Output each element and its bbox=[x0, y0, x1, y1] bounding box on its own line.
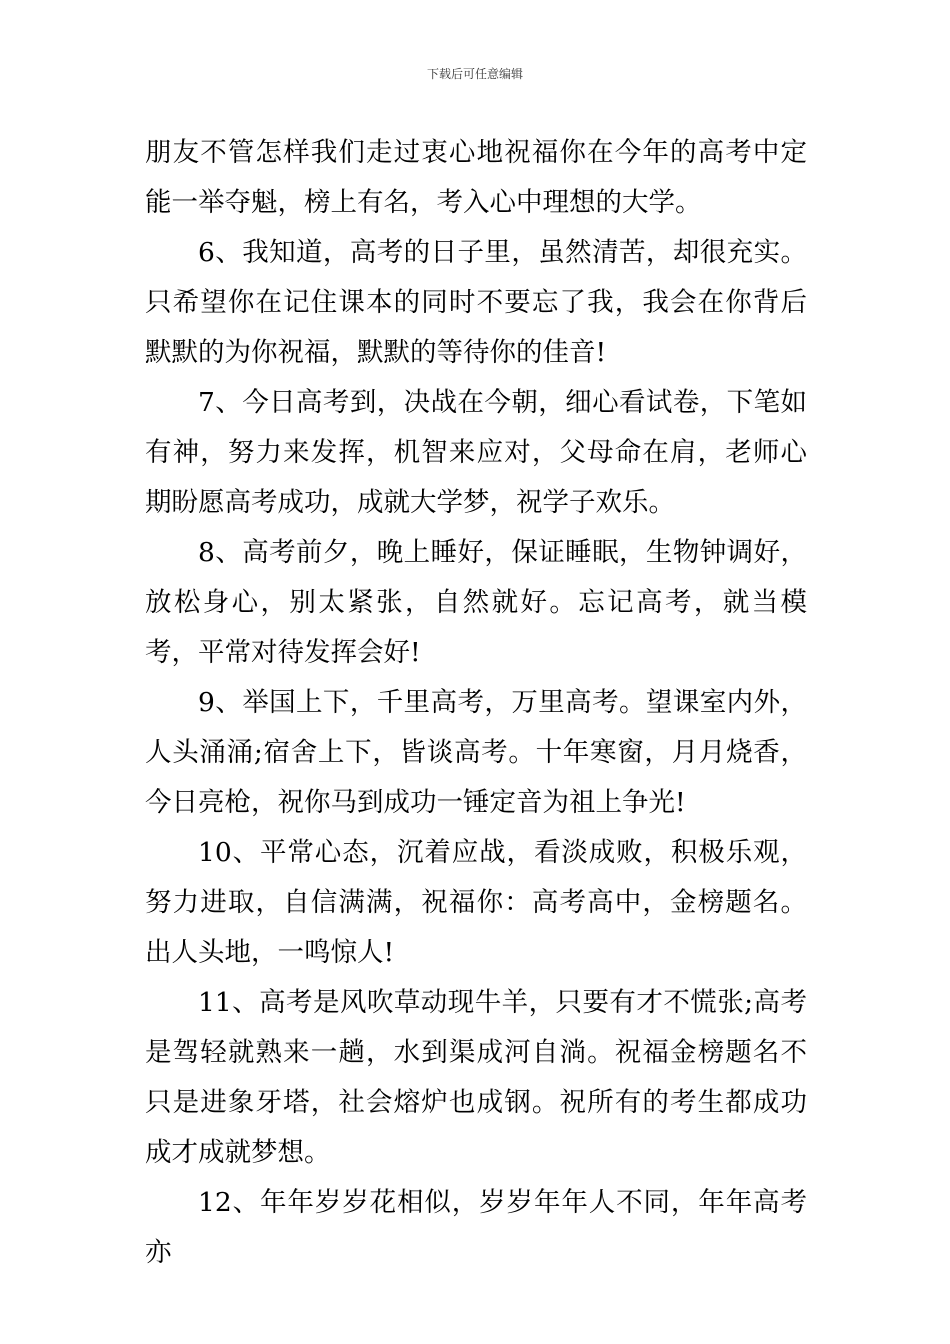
paragraph-item-12: 12、年年岁岁花相似，岁岁年年人不同，年年高考亦 bbox=[145, 1187, 807, 1268]
paragraph-item-10: 10、平常心态，沉着应战，看淡成败，积极乐观，努力进取，自信满满，祝福你：高考高中，金榜题名。出人头地，一鸣惊人! bbox=[145, 837, 807, 968]
paragraph-continuation: 朋友不管怎样我们走过衷心地祝福你在今年的高考中定能一举夺魁，榜上有名，考入心中理想的大学。 bbox=[145, 137, 807, 218]
document-body bbox=[145, 128, 807, 1278]
page-header: 下载后可任意编辑 bbox=[426, 67, 523, 81]
paragraph-item-9: 9、举国上下，千里高考，万里高考。望课室内外，人头涌涌;宿舍上下，皆谈高考。十年寒窗，月月烧香，今日亮枪，祝你马到成功一锤定音为祖上争光! bbox=[145, 687, 807, 818]
paragraph-item-6: 6、我知道，高考的日子里，虽然清苦，却很充实。只希望你在记住课本的同时不要忘了我，我会在你背后默默的为你祝福，默默的等待你的佳音! bbox=[145, 237, 807, 368]
paragraph-item-11: 11、高考是风吹草动现牛羊，只要有才不慌张;高考是驾轻就熟来一趟，水到渠成河自淌。祝福金榜题名不只是进象牙塔，社会熔炉也成钢。祝所有的考生都成功成才成就梦想。 bbox=[145, 987, 807, 1168]
paragraph-item-8: 8、高考前夕，晚上睡好，保证睡眠，生物钟调好，放松身心，别太紧张，自然就好。忘记高考，就当模考，平常对待发挥会好! bbox=[145, 537, 807, 668]
paragraph-item-7: 7、今日高考到，决战在今朝，细心看试卷，下笔如有神，努力来发挥，机智来应对，父母命在肩，老师心期盼愿高考成功，成就大学梦，祝学子欢乐。 bbox=[145, 387, 807, 518]
